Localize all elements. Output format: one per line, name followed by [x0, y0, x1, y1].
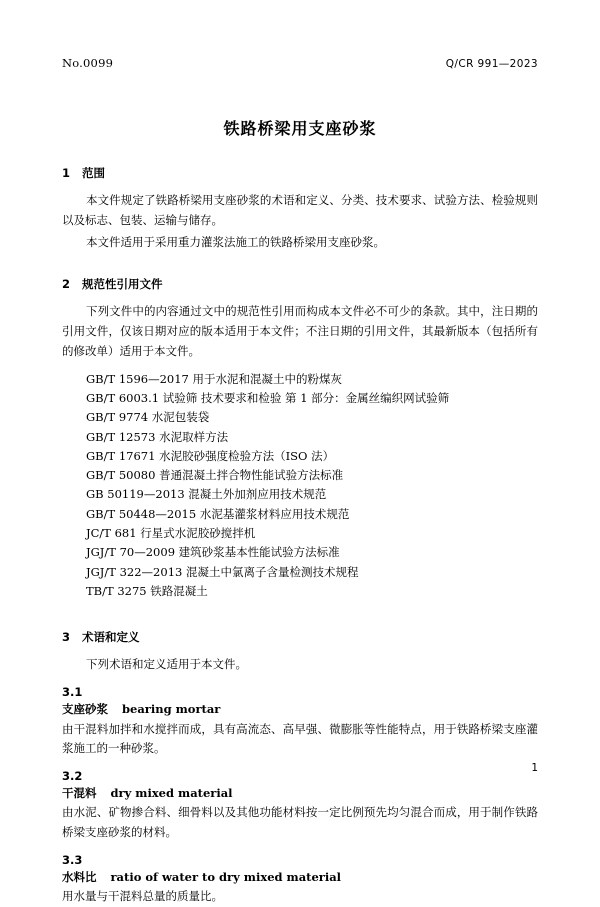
section-3-paragraph-1: 下列术语和定义适用于本文件。: [86, 657, 247, 672]
list-item: GB/T 9774 水泥包装袋: [86, 410, 210, 425]
list-item: GB 50119—2013 混凝土外加剂应用技术规范: [86, 487, 327, 502]
term-name-cn-3-1: 支座砂浆: [62, 702, 108, 717]
page-title: 铁路桥梁用支座砂浆: [223, 119, 377, 138]
page-number: 1: [531, 762, 538, 774]
term-name-en-3-1: bearing mortar: [122, 702, 221, 717]
page-header: [62, 56, 538, 70]
list-item: GB/T 1596—2017 用于水泥和混凝土中的粉煤灰: [86, 371, 343, 386]
section-number-3: 3: [62, 630, 71, 645]
section-number-2: 2: [62, 277, 71, 292]
section-heading-3: [62, 629, 538, 645]
section-title-3: 术语和定义: [82, 630, 140, 645]
term-number-3-3: 3.3: [62, 852, 83, 867]
term-name-cn-3-2: 干混料: [62, 786, 97, 801]
term-entry-3-3: [62, 868, 538, 886]
standard-code: Q/CR 991—2023: [445, 58, 538, 70]
document-number: No.0099: [62, 56, 114, 70]
spacer: [62, 601, 538, 613]
term-definition-3-3: 用水量与干混料总量的质量比。: [62, 889, 223, 904]
list-item: GB/T 12573 水泥取样方法: [86, 429, 229, 444]
term-name-en-3-3: ratio of water to dry mixed material: [110, 869, 342, 884]
list-item: GB/T 6003.1 试验筛 技术要求和检验 第 1 部分：金属丝编织网试验筛: [86, 390, 450, 405]
term-number-3-2: 3.2: [62, 769, 83, 784]
term-definition-3-1: 由干混料加拌和水搅拌而成，具有高流态、高早强、微膨胀等性能特点，用于铁路桥梁支座灌浆施工的一种砂浆。: [62, 721, 538, 756]
list-item: TB/T 3275 铁路混凝土: [86, 584, 208, 599]
list-item: JGJ/T 322—2013 混凝土中氯离子含量检测技术规程: [86, 564, 359, 579]
term-definition-3-2: 由水泥、矿物掺合料、细骨料以及其他功能材料按一定比例预先均匀混合而成，用于制作铁路桥梁支座砂浆的材料。: [62, 805, 538, 840]
section-heading-1: [62, 165, 538, 181]
term-number-3-1: 3.1: [62, 685, 83, 700]
term-entry-3-1: [62, 700, 538, 718]
list-item: GB/T 50448—2015 水泥基灌浆材料应用技术规范: [86, 506, 350, 521]
section-2-paragraph-1: 下列文件中的内容通过文中的规范性引用而构成本文件必不可少的条款。其中，注日期的引用文件，仅该日期对应的版本适用于本文件；不注日期的引用文件，其最新版本（包括所有的修改单）适用于本文件。: [62, 304, 538, 358]
list-item: JGJ/T 70—2009 建筑砂浆基本性能试验方法标准: [86, 545, 340, 560]
section-title-2: 规范性引用文件: [82, 277, 163, 292]
term-name-en-3-2: dry mixed material: [110, 786, 233, 801]
section-1-paragraph-2: 本文件适用于采用重力灌浆法施工的铁路桥梁用支座砂浆。: [86, 234, 385, 249]
spacer: [62, 254, 538, 260]
section-title-1: 范围: [82, 166, 105, 180]
section-1-paragraph-1: 本文件规定了铁路桥梁用支座砂浆的术语和定义、分类、技术要求、试验方法、检验规则以及标志、包装、运输与储存。: [62, 193, 538, 227]
normative-reference-list: [62, 370, 538, 602]
term-name-cn-3-3: 水料比: [62, 869, 97, 884]
list-item: JC/T 681 行星式水泥胶砂搅拌机: [86, 526, 256, 541]
list-item: GB/T 50080 普通混凝土拌合物性能试验方法标准: [86, 468, 344, 483]
section-number-1: 1: [62, 166, 71, 180]
section-heading-2: [62, 276, 538, 292]
list-item: GB/T 17671 水泥胶砂强度检验方法（ISO 法）: [86, 448, 335, 463]
